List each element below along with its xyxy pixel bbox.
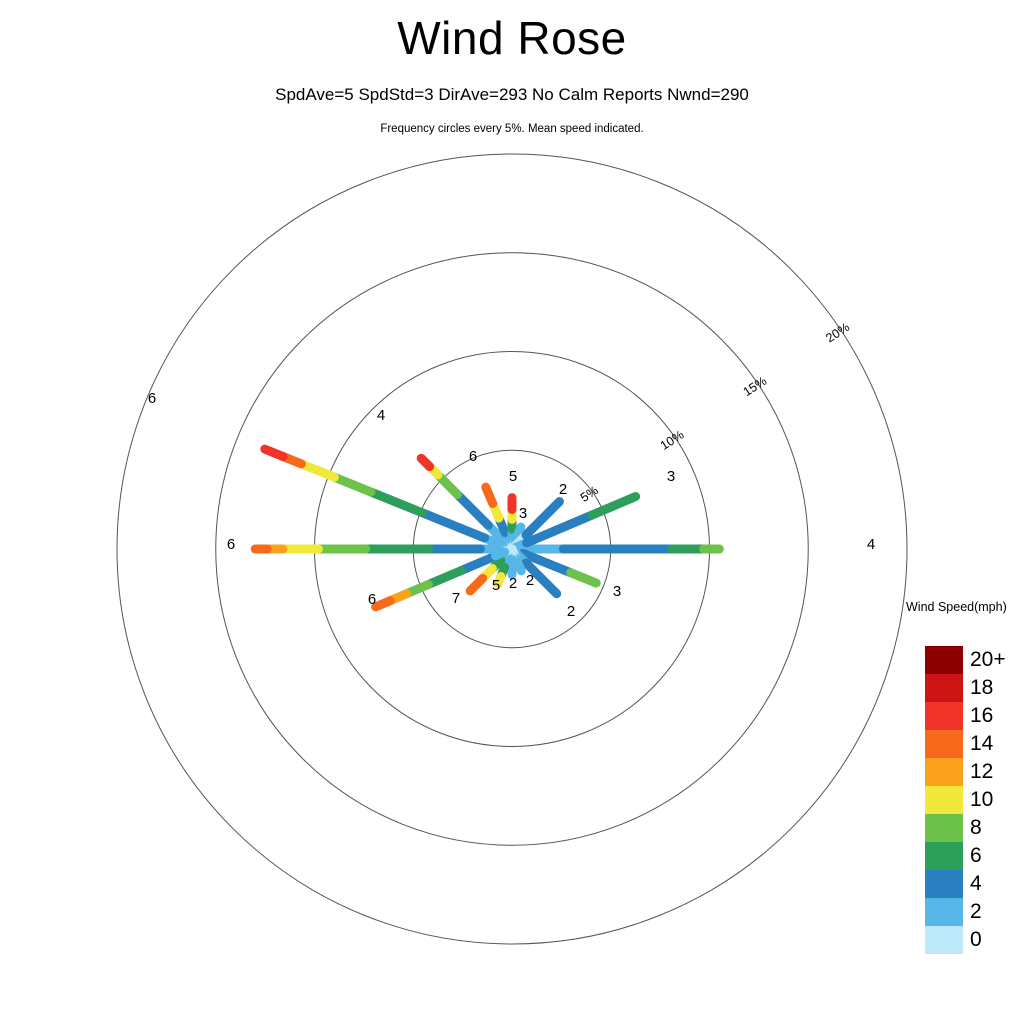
legend-label: 8 (970, 816, 982, 839)
petal-segment (516, 558, 521, 571)
legend-swatch (925, 702, 963, 730)
legend-label: 14 (970, 732, 994, 755)
legend-label: 6 (970, 844, 982, 867)
legend-row (925, 842, 1006, 870)
wind-petals (255, 449, 719, 607)
legend-row (925, 758, 1006, 786)
legend-row (925, 786, 1006, 814)
legend-swatch (925, 646, 963, 674)
petal-mean-speed-label: 4 (866, 536, 876, 553)
ring-labels (578, 320, 852, 505)
petal-mean-speed-label: 2 (566, 603, 576, 620)
petal-segment (486, 487, 493, 503)
legend-swatch (925, 814, 963, 842)
legend-label: 12 (970, 760, 994, 783)
chart-subtitle: SpdAve=5 SpdStd=3 DirAve=293 No Calm Reports Nwnd=290 (275, 85, 749, 104)
legend-row (925, 926, 1006, 954)
petal-mean-speed-label: 3 (666, 468, 676, 485)
legend-swatch (925, 870, 963, 898)
legend (900, 600, 1024, 951)
petal-segment (496, 552, 505, 556)
legend-items (925, 646, 1006, 954)
petal-segment (470, 578, 483, 591)
legend-label: 2 (970, 900, 982, 923)
ring-label: 20% (823, 320, 853, 346)
legend-label: 4 (970, 872, 982, 895)
legend-row (925, 870, 1006, 898)
petal-mean-speed-label: 4 (376, 407, 386, 424)
petal-mean-speed-label: 5 (491, 577, 501, 594)
petal-mean-speed-label: 2 (525, 572, 535, 589)
petal-segment (301, 464, 334, 477)
chart-note: Frequency circles every 5%. Mean speed indicated. (380, 123, 644, 135)
legend-row (925, 674, 1006, 702)
petal-segment (571, 573, 597, 583)
petal-mean-speed-label: 7 (451, 590, 461, 607)
page-title: Wind Rose (397, 12, 627, 64)
petal-mean-speed-label: 3 (612, 583, 622, 600)
legend-row (925, 814, 1006, 842)
legend-label: 20+ (970, 648, 1006, 671)
legend-label: 18 (970, 676, 994, 699)
legend-swatch (925, 786, 963, 814)
petal-mean-speed-label: 2 (558, 481, 568, 498)
legend-swatch (925, 674, 963, 702)
petal-mean-speed-label: 6 (226, 536, 236, 553)
legend-label: 10 (970, 788, 994, 811)
ring-label: 5% (577, 483, 601, 505)
legend-label: 16 (970, 704, 994, 727)
ring-label: 15% (740, 373, 770, 400)
legend-row (925, 702, 1006, 730)
legend-label: 0 (970, 928, 982, 951)
legend-row (925, 730, 1006, 758)
legend-row (925, 646, 1006, 674)
legend-swatch (925, 758, 963, 786)
petal-segment (421, 458, 429, 466)
petal-segment (461, 558, 490, 570)
ring-label: 10% (657, 427, 687, 453)
petal-mean-speed-label: 5 (508, 468, 518, 485)
legend-swatch (925, 898, 963, 926)
petal-mean-speed-label: 6 (468, 448, 478, 465)
legend-row (925, 898, 1006, 926)
petal-mean-speed-label: 2 (508, 575, 518, 592)
legend-swatch (925, 730, 963, 758)
legend-title: Wind Speed(mph) (906, 600, 1007, 614)
petal-segment (371, 492, 422, 513)
petal-segment (592, 497, 636, 516)
petal-segment (265, 449, 283, 456)
petal-mean-speed-label: 6 (367, 591, 377, 608)
petal-segment (334, 477, 371, 492)
petal-segment (428, 571, 461, 585)
legend-swatch (925, 926, 963, 954)
petal-segment (458, 495, 489, 526)
petal-segment (376, 601, 391, 607)
legend-swatch (925, 842, 963, 870)
petal-mean-speed-label: 3 (518, 505, 528, 522)
petal-mean-speed-label: 6 (147, 390, 157, 407)
